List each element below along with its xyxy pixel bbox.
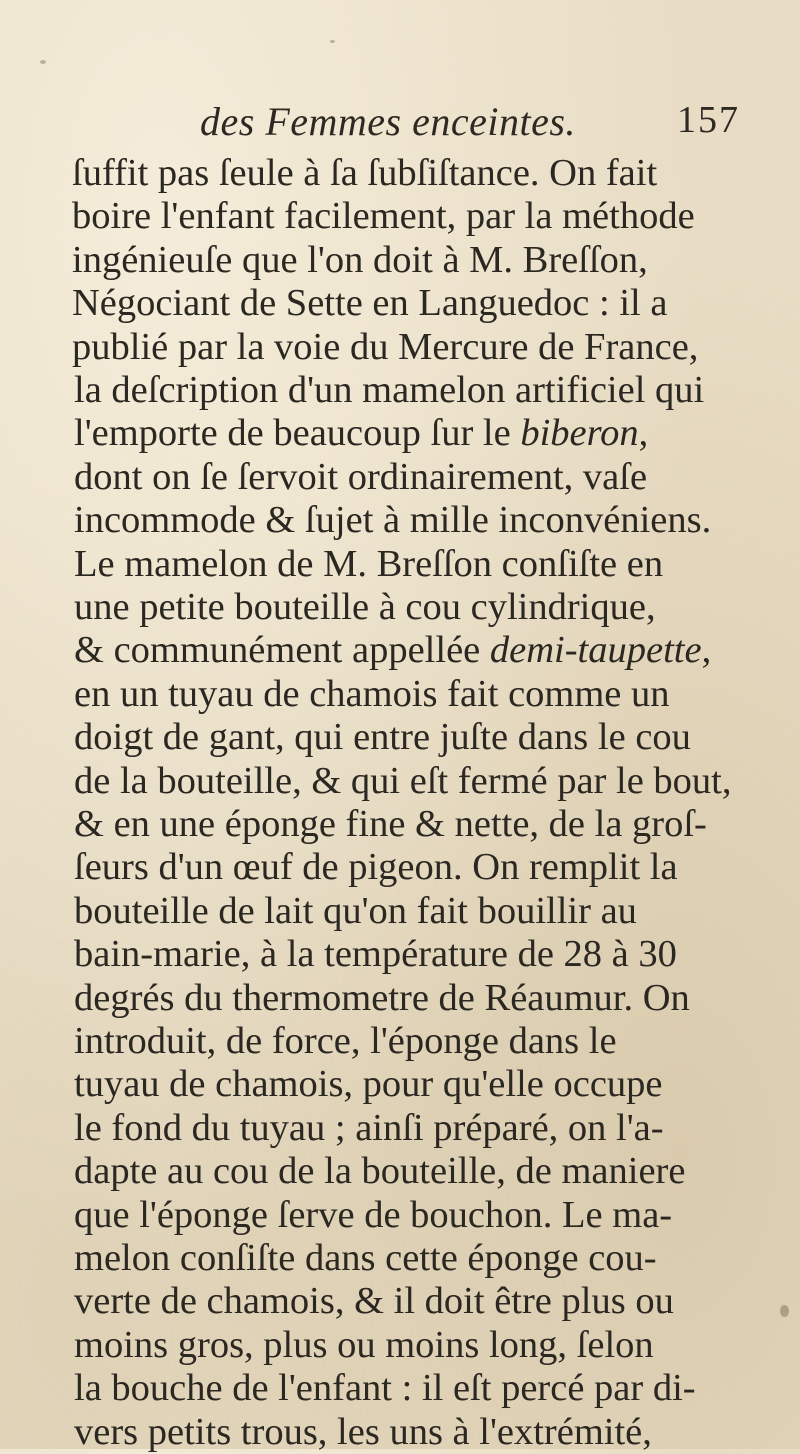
text-line: incommode & ſujet à mille inconvéniens. [74, 499, 712, 542]
text-line: de la bouteille, & qui eſt fermé par le bout, [74, 759, 732, 802]
paper-speck [780, 1305, 789, 1317]
text-line [74, 629, 711, 672]
text-line: publié par la voie du Mercure de France, [72, 325, 699, 368]
paper-speck [40, 60, 46, 64]
text-line: tuyau de chamois, pour qu'elle occupe [74, 1063, 663, 1106]
text-line: la bouche de l'enfant : il eſt percé par di- [74, 1367, 696, 1410]
text-line: & en une éponge fine & nette, de la groſ- [74, 803, 707, 845]
text-line: l'emporte de beaucoup ſur le biberon, [74, 412, 649, 455]
text-line: dont on ſe ſervoit ordinairement, vaſe [74, 455, 648, 498]
text-line: bain-marie, à la température de 28 à 30 [74, 933, 677, 976]
text-line: verte de chamois, & il doit être plus ou [74, 1280, 674, 1323]
running-title: des Femmes enceintes. [200, 99, 576, 144]
text-line: bouteille de lait qu'on fait bouillir au [74, 889, 637, 932]
text-line: melon conſiſte dans cette éponge cou- [74, 1237, 657, 1279]
text-line: introduit, de force, l'éponge dans le [74, 1020, 617, 1062]
text-line: une petite bouteille à cou cylindrique, [74, 586, 656, 628]
text-line: Négociant de Sette en Languedoc : il a [72, 282, 668, 325]
italic-word: demi-taupette [489, 629, 702, 672]
text-line: le fond du tuyau ; ainſi préparé, on l'a- [74, 1106, 664, 1149]
paper-speck [330, 40, 335, 43]
page-number: 157 [677, 99, 740, 141]
text-line: la deſcription d'un mamelon artificiel qui [74, 369, 705, 411]
italic-word: biberon [520, 412, 639, 455]
text-line: dapte au cou de la bouteille, de maniere [74, 1150, 686, 1193]
page-header [200, 98, 740, 148]
text-line: boire l'enfant facilement, par la méthode [72, 195, 695, 238]
text-line: doigt de gant, qui entre juſte dans le cou [74, 716, 691, 759]
text-line: moins gros, plus ou moins long, ſelon [74, 1323, 654, 1366]
text-line: ſuffit pas ſeule à ſa ſubſiſtance. On fait [72, 152, 658, 194]
text-line: en un tuyau de chamois fait comme un [74, 672, 670, 715]
text-segment: & communément appellée demi-taupette, [74, 629, 712, 672]
text-line: vers petits trous, les uns à l'extrémité, [74, 1410, 652, 1453]
text-line: Le mamelon de M. Breſſon conſiſte en [74, 542, 664, 585]
text-line: ingénieuſe que l'on doit à M. Breſſon, [72, 238, 648, 281]
text-line: que l'éponge ſerve de bouchon. Le ma- [74, 1193, 673, 1236]
text-line: degrés du thermometre de Réaumur. On [74, 976, 690, 1019]
text-line: ſeurs d'un œuf de pigeon. On remplit la [74, 846, 678, 889]
